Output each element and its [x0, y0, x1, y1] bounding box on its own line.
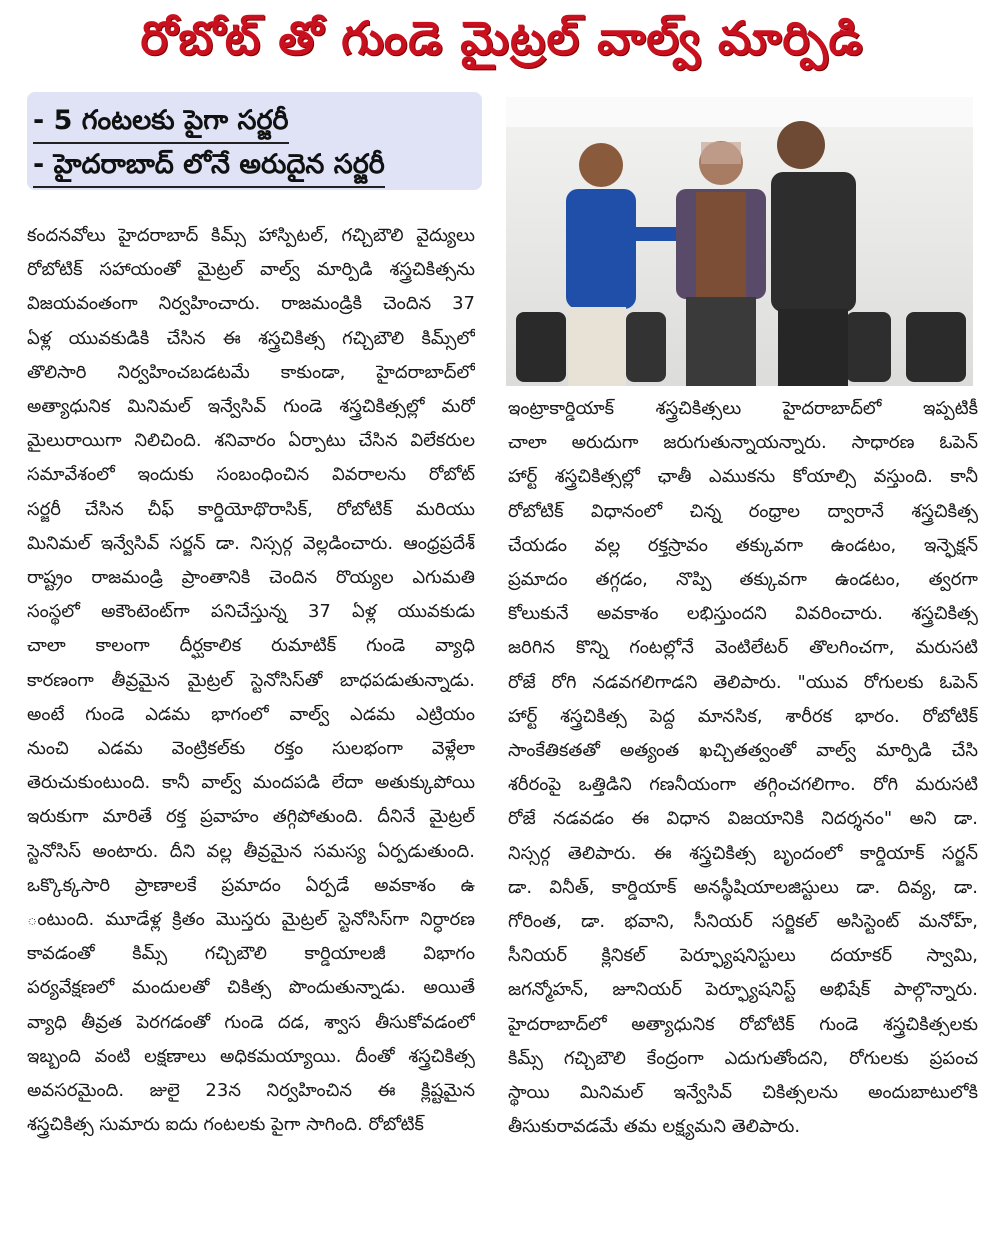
article-line: చాలా అరుదుగా జరుగుతున్నాయన్నారు. సాధారణ ఓపెన్ [508, 432, 978, 454]
highlights-box [27, 92, 482, 190]
article-line: కావడంతో కిమ్స్ గచ్చిబౌలి కార్డియాలజీ విభాగం [27, 943, 475, 965]
article-line: అంటే గుండె ఎడమ భాగంలో వాల్వ్ ఎడమ ఎట్రియం [27, 703, 475, 725]
article-line: అవసరమైంది. జులై 23న నిర్వహించిన ఈ క్లిష్టమైన [27, 1080, 475, 1102]
article-line: కారణంగా తీవ్రమైన మైట్రల్ స్టెనోసిస్‌తో బాధపడుతున్నాడు. [27, 669, 475, 691]
article-line: సంస్థలో అకౌంటెంట్‌గా పనిచేస్తున్న 37 ఏళ్ల యువకుడు [27, 601, 475, 623]
article-line: ంటుంది. మూడేళ్ల క్రితం మొస్తరు మైట్రల్ స్టెనోసిస్‌గా నిర్ధారణ [27, 909, 475, 931]
article-line: చాలా కాలంగా దీర్ఘకాలిక రుమాటిక్ గుండె వ్యాధి [27, 635, 475, 657]
article-line: సీనియర్ క్లినికల్ పెర్ఫ్యూషనిస్టులు దయాకర్ స్వామి, [508, 945, 978, 967]
article-line: ఏళ్ల యువకుడికి చేసిన ఈ శస్త్రచికిత్స గచ్చిబౌలి కిమ్స్‌లో [27, 327, 475, 349]
article-line: నుంచి ఎడమ వెంట్రికల్‌కు రక్తం సులభంగా వెళ్లేలా [27, 738, 475, 760]
article-line: జగన్మోహన్, జూనియర్ పెర్ఫ్యూషనిస్ట్ అభిషేక్ పాల్గొన్నారు. [508, 979, 978, 1001]
article-line: తీసుకురావడమే తమ లక్ష్యమని తెలిపారు. [508, 1116, 801, 1138]
article-line: పర్యవేక్షణలో మందులతో చికిత్స పొందుతున్నాడు. అయితే [27, 977, 475, 999]
article-line: సాంకేతికతతో అత్యంత ఖచ్చితత్వంతో వాల్వ్ మార్పిడి చేసి [508, 740, 978, 762]
article-line: కిమ్స్ గచ్చిబౌలి కేంద్రంగా ఎదుగుతోందని, రోగులకు ప్రపంచ [508, 1047, 978, 1069]
article-line: డా. వినీత్, కార్డియాక్ అనస్థీషియాలజిస్టులు డా. దివ్య, డా. [508, 876, 978, 898]
article-line: చేయడం వల్ల రక్తస్రావం తక్కువగా ఉండటం, ఇన్ఫెక్షన్ [508, 534, 978, 556]
article-line: తెరుచుకుంటుంది. కానీ వాల్వ్ మందపడి లేదా అతుక్కుపోయి [27, 772, 475, 794]
article-line: విజయవంతంగా నిర్వహించారు. రాజమండ్రికి చెందిన 37 [27, 293, 475, 315]
article-line: సమావేశంలో ఇందుకు సంబంధించిన వివరాలను రోబోట్ [27, 464, 475, 486]
headline: రోబోట్ తో గుండె మైట్రల్ వాల్వ్ మార్పిడి [140, 11, 864, 65]
article-line: రాష్ట్రం రాజమండ్రి ప్రాంతానికి చెందిన రొయ్యల ఎగుమతి [27, 567, 475, 589]
article-line: మైలురాయిగా నిలిచింది. శనివారం ఏర్పాటు చేసిన విలేకరుల [27, 430, 475, 452]
article-line: శరీరంపై ఒత్తిడిని గణనీయంగా తగ్గించగలిగాం. రోగి మరుసటి [508, 774, 978, 796]
article-column-left [27, 219, 475, 1142]
article-line: హార్ట్ శస్త్రచికిత్స పెద్ద మానసిక, శారీరక భారం. రోబోటిక్ [508, 705, 978, 727]
article-line: ఇరుకుగా మారితే రక్త ప్రవాహం తగ్గిపోతుంది. దీనినే మైట్రల్ [27, 806, 475, 828]
article-line: రోజే నడవడం ఈ విధాన విజయానికి నిదర్శనం" అని డా. [508, 808, 978, 830]
article-line: రోబోటిక్ విధానంలో చిన్న రంధ్రాల ద్వారానే శస్త్రచికిత్స [508, 500, 978, 522]
article-line: తొలిసారి నిర్వహించబడటమే కాకుండా, హైదరాబాద్‌లో [27, 361, 475, 383]
photo-image [506, 97, 973, 386]
article-line: కందనవోలు హైదరాబాద్ కిమ్స్ హాస్పిటల్, గచ్చిబౌలి వైద్యులు [27, 225, 475, 246]
headline-banner [0, 4, 1004, 84]
article-line: స్టెనోసిస్ అంటారు. దీని వల్ల తీవ్రమైన సమస్య ఏర్పడుతుంది. [27, 840, 475, 862]
article-line: సర్జరీ చేసిన చీఫ్ కార్డియోథొరాసిక్, రోబోటిక్ మరియు [27, 498, 475, 520]
article-line: ఒక్కొక్కసారి ప్రాణాలకే ప్రమాదం ఏర్పడే అవకాశం ఉ [27, 874, 475, 896]
news-photo [506, 97, 973, 386]
article-line: ఇంట్రాకార్డియాక్ శస్త్రచికిత్సలు హైదరాబాద్‌లో ఇప్పటికీ [508, 398, 978, 419]
highlight-item: - 5 గంటలకు పైగా సర్జరీ [33, 100, 289, 144]
article-line: గోరింత, డా. భవాని, సీనియర్ సర్జికల్ అసిస్టెంట్ మనోహ్, [508, 911, 978, 933]
article-line: ఇబ్బంది వంటి లక్షణాలు అధికమయ్యాయి. దీంతో శస్త్రచికిత్స [27, 1045, 475, 1067]
article-line: స్థాయి మినిమల్ ఇన్వేసివ్ చికిత్సలను అందుబాటులోకి [508, 1082, 978, 1104]
article-line: ప్రమాదం తగ్గడం, నొప్పి తక్కువగా ఉండటం, త్వరగా [508, 569, 978, 591]
article-line: రోబోటిక్ సహాయంతో మైట్రల్ వాల్వ్ మార్పిడి శస్త్రచికిత్సను [27, 259, 475, 281]
article-line: శస్త్రచికిత్స సుమారు ఐదు గంటలకు పైగా సాగింది. రోబోటిక్ [27, 1114, 424, 1136]
article-line: అత్యాధునిక మినిమల్ ఇన్వేసివ్ గుండె శస్త్రచికిత్సల్లో మరో [27, 396, 475, 418]
article-line: వ్యాధి తీవ్రత పెరగడంతో గుండె దడ, శ్వాస తీసుకోవడంలో [27, 1011, 475, 1033]
highlight-item: - హైదరాబాద్ లోనే అరుదైన సర్జరీ [33, 144, 385, 188]
article-line: రోజే రోగి నడవగలిగాడని తెలిపారు. "యువ రోగులకు ఓపెన్ [508, 671, 978, 693]
article-column-right [508, 392, 978, 1144]
article-line: హైదరాబాద్‌లో అత్యాధునిక రోబోటిక్ గుండె శస్త్రచికిత్సలకు [508, 1013, 978, 1035]
article-line: జరిగిన కొన్ని గంటల్లోనే వెంటిలేటర్ తొలగించగా, మరుసటి [508, 637, 978, 659]
article-line: హార్ట్ శస్త్రచికిత్సల్లో ఛాతీ ఎముకను కోయాల్సి వస్తుంది. కానీ [508, 466, 978, 488]
article-line: నిస్సర్గ తెలిపారు. ఈ శస్త్రచికిత్స బృందంలో కార్డియాక్ సర్జన్ [508, 842, 978, 864]
article-line: కోలుకునే అవకాశం లభిస్తుందని వివరించారు. శస్త్రచికిత్స [508, 603, 978, 625]
article-line: మినిమల్ ఇన్వేసివ్ సర్జన్ డా. నిస్సర్గ వెల్లడించారు. ఆంధ్రప్రదేశ్ [27, 532, 475, 554]
